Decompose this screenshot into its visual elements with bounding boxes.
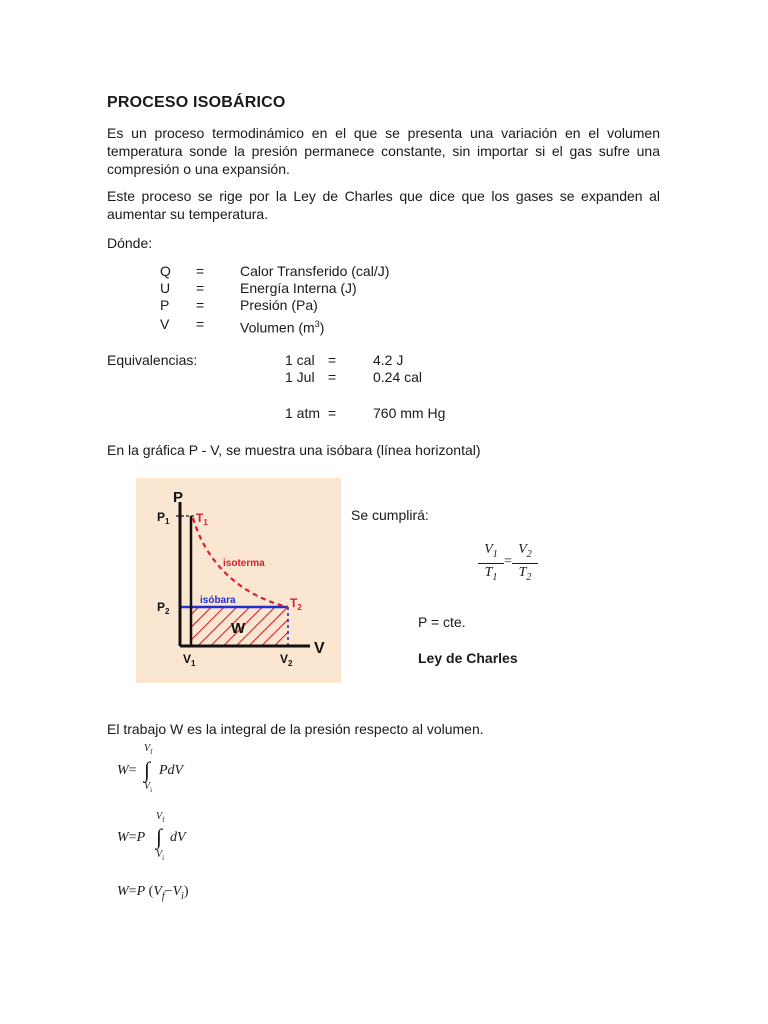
intro-paragraph: Es un proceso termodinámico en el que se presenta una variación en el volumen temperatura sonde la presión permanece constante, sin importar si el gas sufre una compresión o una expansión. [107,125,660,177]
isoterma-label: isoterma [223,558,265,569]
var-description: Energía Interna (J) [240,280,357,296]
formula1-integrand: PdV [159,763,184,778]
formula2-lhs: W=P [117,830,146,845]
var-symbol: Q [160,263,171,279]
axis-p-label: P [173,489,184,506]
formula1-upper-limit: $V_f$ [144,743,153,756]
graph-caption: En la gráfica P - V, se muestra una isóbara (línea horizontal) [107,442,481,458]
work-label: W [231,620,246,637]
equiv-right: 4.2 J [373,352,404,368]
equiv-right: 760 mm Hg [373,405,446,421]
v2-numerator: $V_2$ [512,542,538,564]
equiv-equals: = [328,405,337,421]
t1-label: $T_1$ [196,511,208,527]
var-symbol: P [160,297,170,313]
var-description: Presión (Pa) [240,297,318,313]
equiv-right: 0.24 cal [373,369,423,385]
var-equals: = [196,280,205,296]
var-equals: = [196,316,205,332]
equivalencias-label: Equivalencias: [107,352,198,368]
equiv-equals: = [328,352,337,368]
equiv-left: 1 cal [285,352,315,368]
var-equals: = [196,263,205,279]
p2-label: $P_2$ [157,600,170,616]
trabajo-paragraph: El trabajo W es la integral de la presión respecto al volumen. [107,721,484,737]
formula2-integrand: dV [170,830,186,845]
formula1-lhs: W= [117,763,137,778]
var-description: Volumen $(m^3)$ [240,319,325,336]
var-equals: = [196,297,205,313]
integral-sign: ∫ [144,757,151,782]
work-formula-3: W=P $(V_f-V_i)$ [117,884,189,902]
var-symbol: U [160,280,171,296]
charles-equals: = [504,554,512,569]
equiv-left: 1 atm [285,405,321,421]
t1-denominator: $T_1$ [484,565,498,583]
donde-label: Dónde: [107,235,153,251]
formula2-upper-limit: $V_f$ [156,811,165,824]
law-paragraph: Este proceso se rige por la Ley de Charles que dice que los gases se expanden al aumentar su temperatura. [107,188,660,222]
integral-sign: ∫ [156,824,163,849]
se-cumplira-label: Se cumplirá: [351,507,429,523]
page-title: PROCESO ISOBÁRICO [107,94,286,111]
ley-charles-label: Ley de Charles [418,650,518,666]
var-description: Calor Transferido (cal/J) [240,263,390,279]
p-constant-text: P = cte. [418,614,466,630]
v1-numerator: $V_1$ [478,542,504,564]
formula2-lower-limit: $V_i$ [156,849,165,862]
isobara-label: isóbara [200,595,236,606]
pv-diagram [136,478,341,683]
t2-denominator: $T_2$ [518,565,532,583]
equiv-equals: = [328,369,337,385]
formula1-lower-limit: $V_i$ [144,781,153,794]
p1-label: $P_1$ [157,510,170,526]
v2-label: $V_2$ [280,652,293,668]
var-symbol: V [160,316,170,332]
equiv-left: 1 Jul [285,369,315,385]
v1-label: $V_1$ [183,652,196,668]
axis-v-label: V [314,640,325,657]
t2-label: $T_2$ [290,596,302,612]
pv-diagram-svg [136,478,341,683]
